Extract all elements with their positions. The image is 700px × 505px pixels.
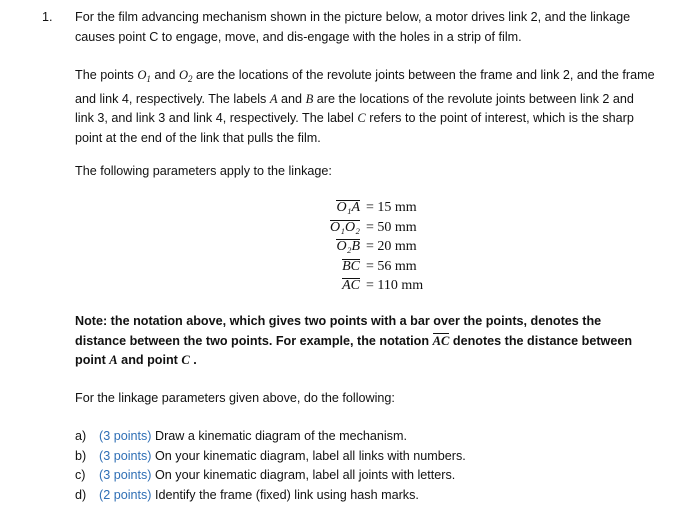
task-label: c) [75, 468, 86, 483]
parameter-symbol: BC [342, 258, 360, 274]
point-o1: $O_1$ [137, 68, 151, 84]
point-c: C [357, 111, 366, 126]
question-number: 1. [42, 10, 53, 24]
params-intro: The following parameters apply to the linkage: [75, 164, 332, 178]
tasks-intro: For the linkage parameters given above, do the following: [75, 391, 395, 405]
parameter-value: = 20 mm [366, 239, 417, 254]
parameter-row [312, 276, 423, 296]
parameter-row [312, 257, 423, 277]
note-point-c: C [181, 353, 190, 368]
point-o2: $O_2$ [178, 68, 193, 84]
desc-text: and [150, 68, 179, 82]
note-ac-symbol: AC [432, 333, 450, 348]
note-text: and point [117, 353, 182, 368]
parameter-symbol: O₁A [336, 200, 360, 215]
task-text: Identify the frame (fixed) link using hash marks. [155, 487, 419, 502]
task-item [75, 447, 466, 467]
note-paragraph [75, 312, 655, 371]
task-label: b) [75, 448, 87, 463]
parameter-value: = 56 mm [366, 258, 417, 274]
task-list [75, 427, 466, 505]
parameter-value: = 110 mm [366, 278, 424, 293]
task-points: (3 points) [99, 429, 152, 443]
parameter-list [312, 198, 423, 296]
parameter-symbol: O₁O₂ [330, 219, 360, 235]
desc-text: are the locations of the revolute joints between link 2 and link 3, and link 3 and link 4, respectively. The label [75, 91, 634, 126]
note-text: Note: the notation above, which gives two points with a bar over the points, denotes the distance between the two points. For example, the notation [75, 314, 602, 348]
task-points: (2 points) [99, 487, 152, 502]
note-point-a: A [109, 353, 118, 368]
task-points: (3 points) [99, 448, 152, 463]
task-item [75, 486, 466, 505]
task-label: d) [75, 487, 87, 502]
task-text: On your kinematic diagram, label all links with numbers. [155, 448, 466, 463]
task-text: Draw a kinematic diagram of the mechanism. [155, 429, 407, 443]
task-item [75, 427, 466, 447]
point-a: A [269, 91, 278, 106]
parameter-row [312, 218, 423, 238]
desc-text: and [277, 91, 306, 106]
parameter-symbol: AC [342, 278, 360, 293]
parameter-value: = 50 mm [366, 219, 417, 235]
parameter-value: = 15 mm [366, 200, 417, 215]
point-b: B [305, 91, 314, 106]
task-label: a) [75, 429, 87, 443]
description-paragraph [75, 66, 655, 148]
desc-text: refers to the point of interest, which is the sharp point at the end of the link that pulls the film. [75, 111, 634, 145]
parameter-row [312, 237, 423, 257]
note-text: . [189, 353, 197, 368]
parameter-symbol: O₂B [336, 239, 360, 254]
desc-text: The points [75, 68, 138, 82]
task-points: (3 points) [99, 468, 152, 483]
desc-text: are the locations of the revolute joints between the frame and link 2, and the frame and link 4, respectively. The labels [75, 68, 655, 106]
task-text: On your kinematic diagram, label all joints with letters. [155, 468, 456, 483]
intro-paragraph: For the film advancing mechanism shown in the picture below, a motor drives link 2, and the linkage causes point C to engage, move, and dis-engage with the holes in a strip of film. [75, 10, 631, 44]
note-text: denotes the distance between point [75, 333, 633, 368]
parameter-row [312, 198, 423, 218]
task-item [75, 466, 466, 486]
